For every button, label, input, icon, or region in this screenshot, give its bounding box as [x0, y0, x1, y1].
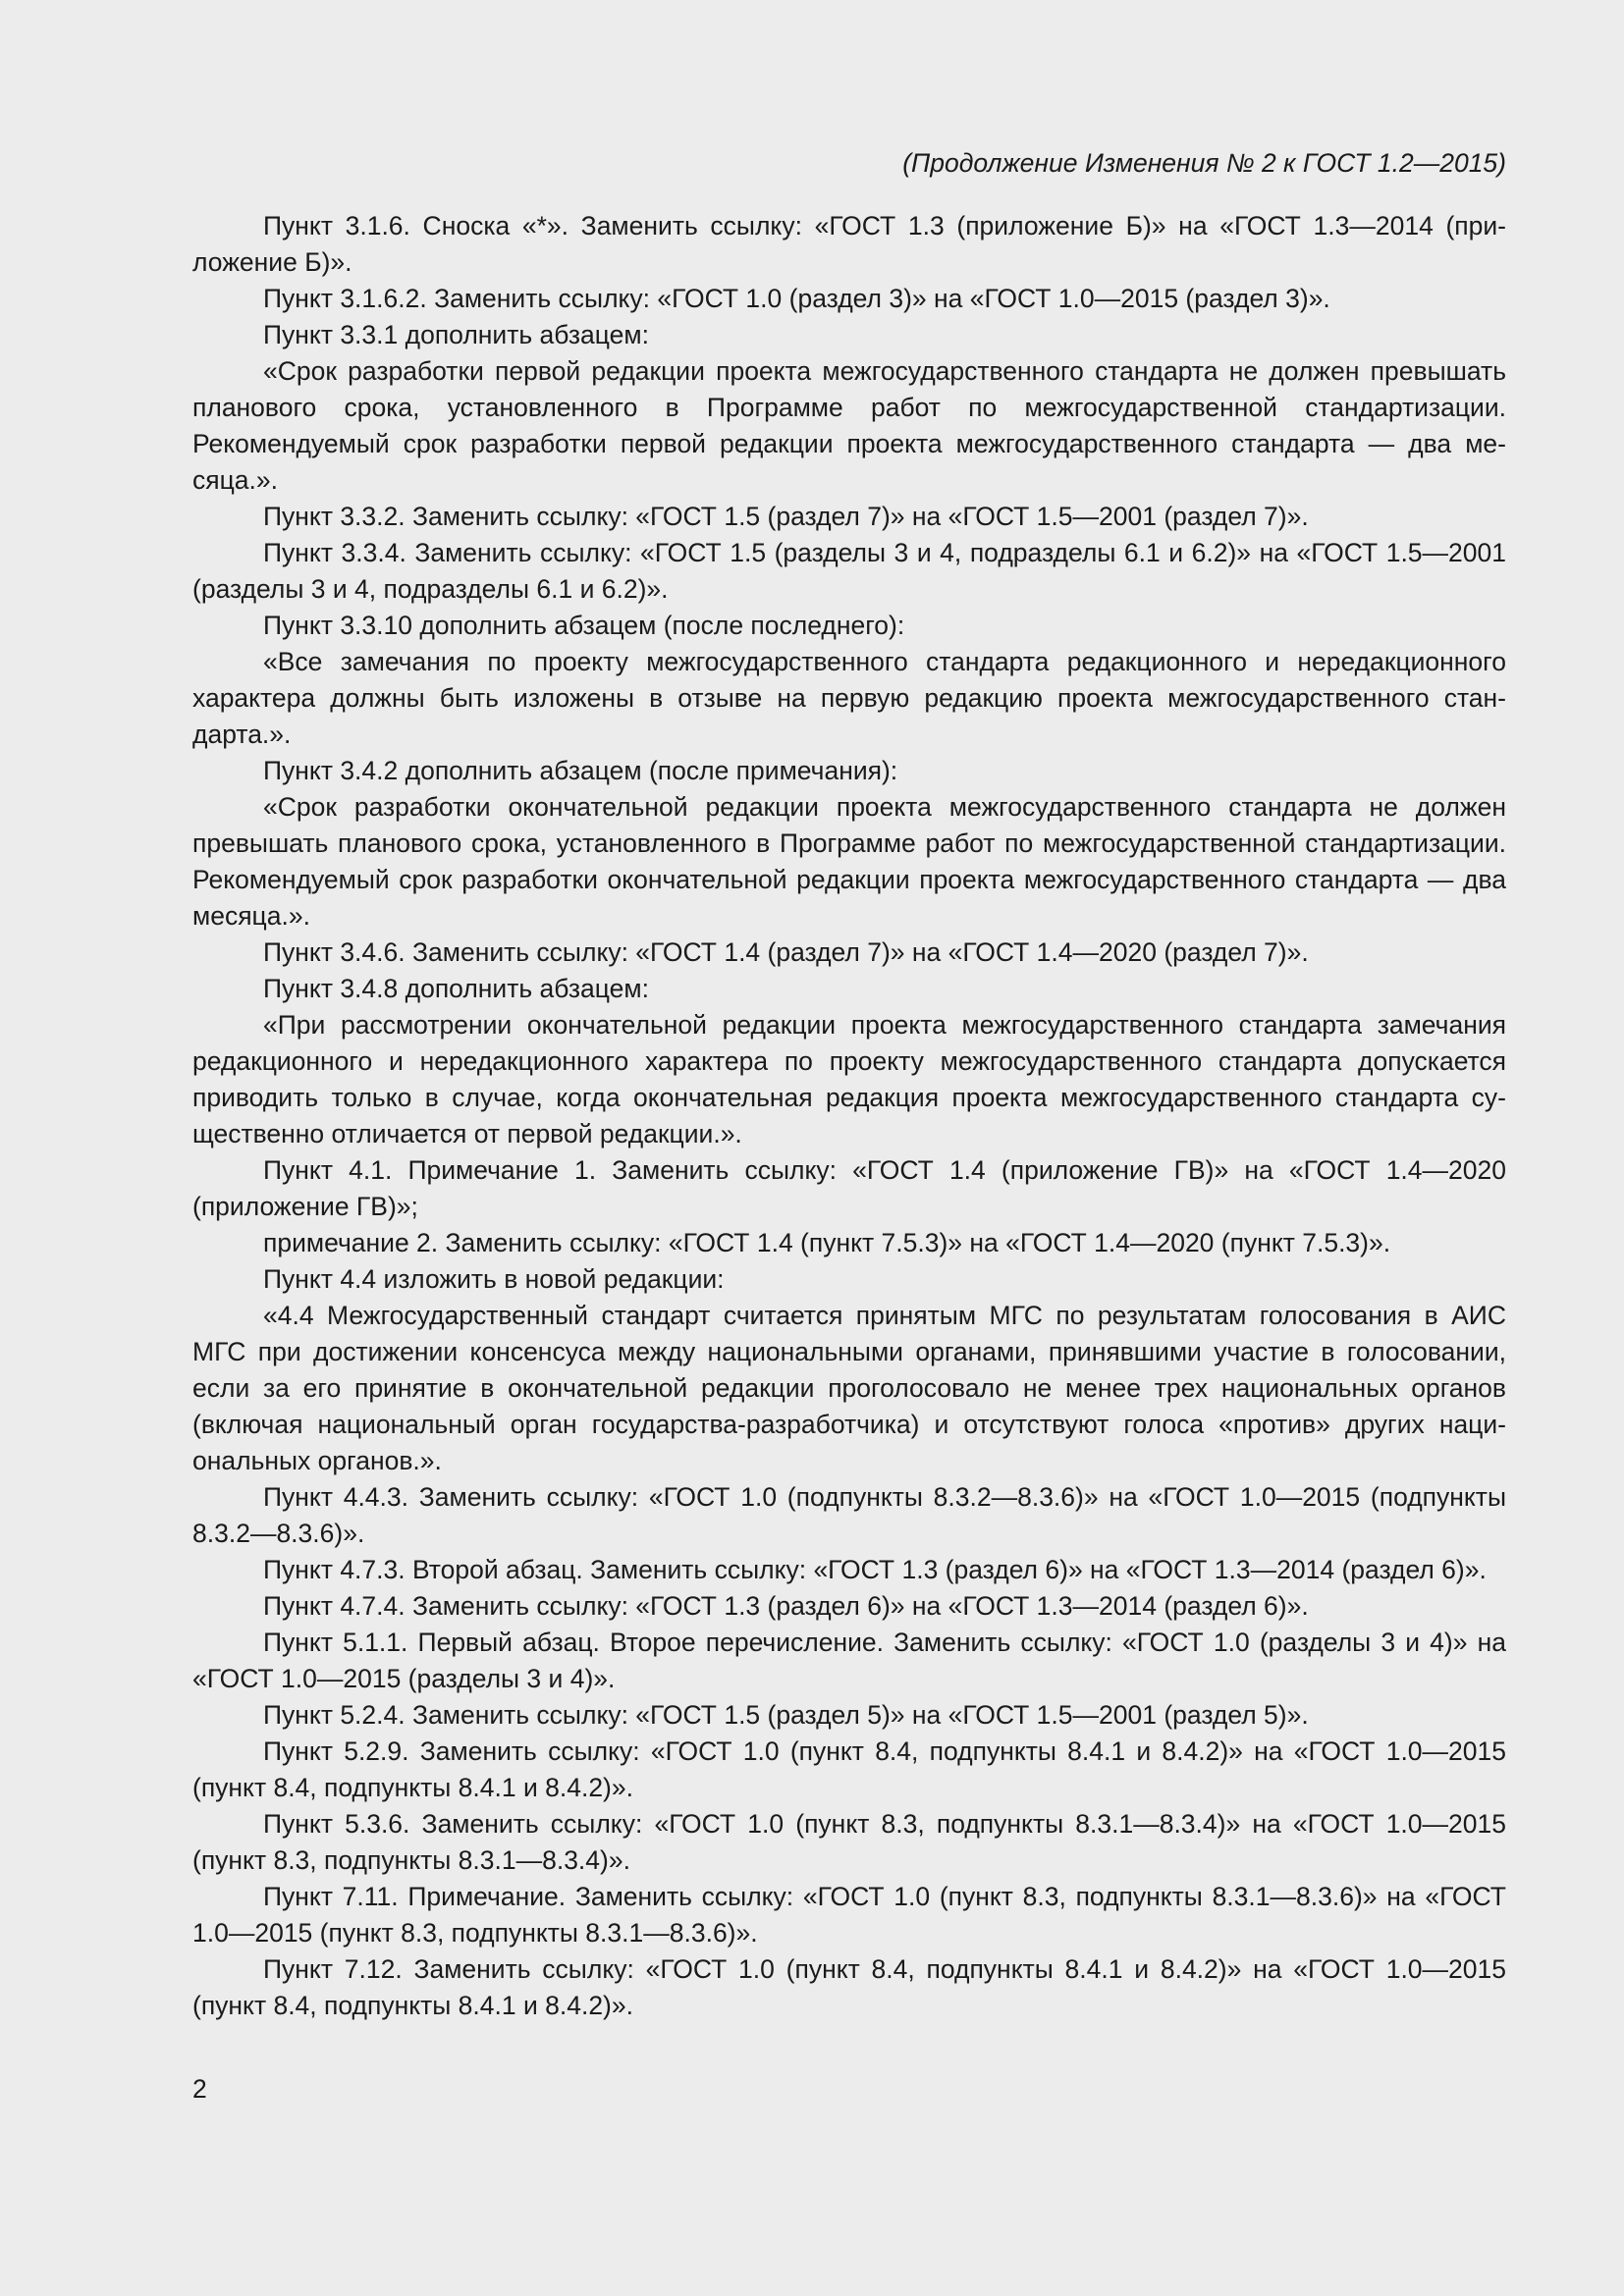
paragraph: Пункт 5.2.4. Заменить ссылку: «ГОСТ 1.5 (раздел 5)» на «ГОСТ 1.5—2001 (раздел 5)».	[263, 1700, 1309, 1730]
paragraph: Пункт 3.4.8 дополнить абзацем:	[263, 974, 649, 1003]
running-header: (Продолжение Изменения № 2 к ГОСТ 1.2—2015)	[902, 148, 1506, 178]
paragraph: примечание 2. Заменить ссылку: «ГОСТ 1.4 (пункт 7.5.3)» на «ГОСТ 1.4—2020 (пункт 7.5.3)».	[263, 1228, 1391, 1257]
paragraph: «4.4 Межгосударственный стандарт считается принятым МГС по результатам голосования в АИС МГС при достижении консенсуса между национальными органами, принявшими участие в голосовании, если за его принятие в окончательной редакции проголосовало не менее трех национальных органов (включая национальный орган государства-разработчика) и отсутствуют голоса «против» других национальных органов.».	[192, 1301, 1506, 1475]
paragraph: Пункт 7.12. Заменить ссылку: «ГОСТ 1.0 (пункт 8.4, подпункты 8.4.1 и 8.4.2)» на «ГОСТ 1.0—2015 (пункт 8.4, подпункты 8.4.1 и 8.4.2)».	[192, 1954, 1506, 2020]
paragraph: Пункт 4.4.3. Заменить ссылку: «ГОСТ 1.0 (подпункты 8.3.2—8.3.6)» на «ГОСТ 1.0—2015 (подпункты 8.3.2—8.3.6)».	[192, 1482, 1506, 1548]
paragraph: Пункт 4.1. Примечание 1. Заменить ссылку: «ГОСТ 1.4 (приложение ГВ)» на «ГОСТ 1.4—2020 (приложение ГВ)»;	[192, 1155, 1506, 1221]
paragraph: Пункт 3.3.4. Заменить ссылку: «ГОСТ 1.5 (разделы 3 и 4, подразделы 6.1 и 6.2)» на «ГОСТ 1.5—2001 (разделы 3 и 4, подразделы 6.1 и 6.2)».	[192, 538, 1506, 604]
document-body	[192, 208, 1506, 2024]
paragraph: Пункт 3.3.2. Заменить ссылку: «ГОСТ 1.5 (раздел 7)» на «ГОСТ 1.5—2001 (раздел 7)».	[263, 502, 1309, 531]
paragraph: Пункт 5.3.6. Заменить ссылку: «ГОСТ 1.0 (пункт 8.3, подпункты 8.3.1—8.3.4)» на «ГОСТ 1.0—2015 (пункт 8.3, подпункты 8.3.1—8.3.4)».	[192, 1809, 1506, 1875]
paragraph: «Срок разработки окончательной редакции проекта межгосударственного стандарта не должен превышать планового срока, установленного в Программе работ по межгосударственной стандартизации. Рекомендуемый срок разработки окончательной редакции проекта межгосударственного стандарта — два месяца.».	[192, 792, 1506, 931]
paragraph: Пункт 4.4 изложить в новой редакции:	[263, 1264, 725, 1294]
paragraph: Пункт 3.4.2 дополнить абзацем (после примечания):	[263, 756, 898, 785]
page-number: 2	[192, 2074, 207, 2104]
paragraph: Пункт 3.1.6.2. Заменить ссылку: «ГОСТ 1.0 (раздел 3)» на «ГОСТ 1.0—2015 (раздел 3)».	[263, 284, 1330, 313]
paragraph: Пункт 3.3.10 дополнить абзацем (после последнего):	[263, 611, 905, 640]
paragraph: Пункт 5.2.9. Заменить ссылку: «ГОСТ 1.0 (пункт 8.4, подпункты 8.4.1 и 8.4.2)» на «ГОСТ 1.0—2015 (пункт 8.4, подпункты 8.4.1 и 8.4.2)».	[192, 1736, 1506, 1802]
paragraph: «Все замечания по проекту межгосударственного стандарта редакционного и нередакционного характера должны быть изложены в отзыве на первую редакцию проекта межгосударственного стандарта.».	[192, 647, 1506, 749]
paragraph: Пункт 3.4.6. Заменить ссылку: «ГОСТ 1.4 (раздел 7)» на «ГОСТ 1.4—2020 (раздел 7)».	[263, 937, 1309, 967]
paragraph: Пункт 4.7.3. Второй абзац. Заменить ссылку: «ГОСТ 1.3 (раздел 6)» на «ГОСТ 1.3—2014 (раздел 6)».	[263, 1555, 1487, 1584]
document-page	[192, 145, 1506, 2024]
paragraph: Пункт 3.3.1 дополнить абзацем:	[263, 320, 649, 349]
paragraph: «При рассмотрении окончательной редакции проекта межгосударственного стандарта замечания редакционного и нередакционного характера по проекту межгосударственного стандарта допускается приводить только в случае, когда окончательная редакция проекта межгосударственного стандарта существенно отличается от первой редакции.».	[192, 1010, 1506, 1148]
paragraph: Пункт 3.1.6. Сноска «*». Заменить ссылку: «ГОСТ 1.3 (приложение Б)» на «ГОСТ 1.3—2014 (приложение Б)».	[192, 211, 1506, 277]
paragraph: Пункт 7.11. Примечание. Заменить ссылку: «ГОСТ 1.0 (пункт 8.3, подпункты 8.3.1—8.3.6)» на «ГОСТ 1.0—2015 (пункт 8.3, подпункты 8.3.1—8.3.6)».	[192, 1882, 1506, 1948]
paragraph: Пункт 4.7.4. Заменить ссылку: «ГОСТ 1.3 (раздел 6)» на «ГОСТ 1.3—2014 (раздел 6)».	[263, 1591, 1309, 1621]
paragraph: «Срок разработки первой редакции проекта межгосударственного стандарта не должен превышать планового срока, установленного в Программе работ по межгосударственной стандартизации. Рекомендуемый срок разработки первой редакции проекта межгосударственного стандарта — два месяца.».	[192, 356, 1506, 495]
paragraph: Пункт 5.1.1. Первый абзац. Второе перечисление. Заменить ссылку: «ГОСТ 1.0 (разделы 3 и 4)» на «ГОСТ 1.0—2015 (разделы 3 и 4)».	[192, 1628, 1506, 1693]
